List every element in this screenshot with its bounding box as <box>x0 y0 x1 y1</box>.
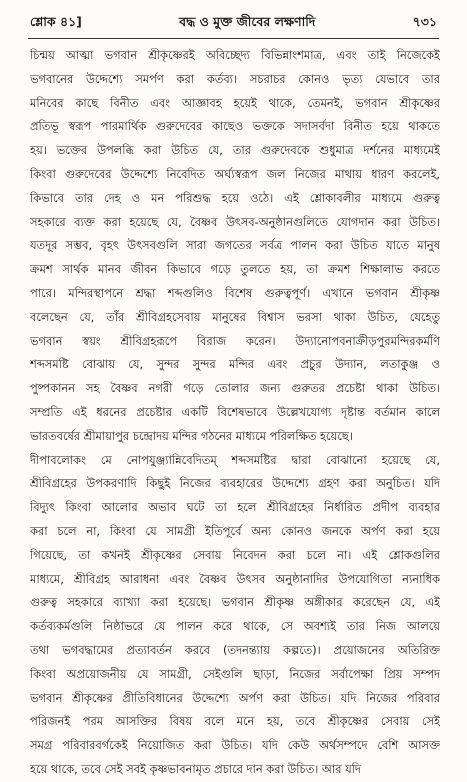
text-line: ভগবান স্বয়ং শ্রীবিগ্রহরূপে বিরাজ করেন। উদ্যানোপবনাক্রীড়পুরমন্দিরকর্মণি <box>30 333 440 348</box>
verse-reference: শ্লোক ৪১] <box>30 14 82 29</box>
text-line: পুষ্পকানন সহ বৈষ্ণব নগরী গড়ে তোলার জন্য গুরুতর প্রচেষ্টা থাকা উচিত। <box>30 381 440 396</box>
text-line: কিভাবে তার দেহ ও মন পরিশুদ্ধ হয়ে ওঠে। এই শ্লোকাবলীর মাধ্যমে গুরুত্ব <box>30 190 440 205</box>
text-line: বলেছেন যে, তাঁর শ্রীবিগ্রহসেবায় মানুষের বিশ্বাস ভরসা থাকা উচিত, যেহেতু <box>30 309 440 324</box>
header-rule <box>28 38 439 39</box>
text-line: ক্রমশ সার্থক মানব জীবন কিভাবে গড়ে তুলতে হয়, তা ক্রমশ শিক্ষালাভ করতে <box>30 262 440 277</box>
text-line: বিদ্যুৎ কিংবা আলোর অভাব ঘটে তা হলে শ্রীবিগ্রহের নির্ধারিত প্রদীপ ব্যবহার <box>30 500 440 515</box>
text-line: গিয়েছে, তা কখনই শ্রীকৃষ্ণের সেবায় নিবেদন করা চলে না। এই শ্লোকগুলির <box>30 547 440 562</box>
text-line: চিন্ময় আত্মা ভগবান শ্রীকৃষ্ণেরই অবিচ্ছেদ্য বিভিন্নাংশমাত্র, এবং তাই নিজেকেই <box>30 48 440 62</box>
text-line: শব্দসমষ্টি বোঝায় যে, সুন্দর সুন্দর মন্দির এবং প্রচুর উদ্যান, লতাকুঞ্জ ও <box>30 357 440 372</box>
text-line: করা চলে না, কিংবা যে সামগ্রী ইতিপূর্বে অন্য কোনও জনকে অর্পণ করা হয়ে <box>30 523 440 538</box>
chapter-title: বদ্ধ ও মুক্ত জীবের লক্ষণাদি <box>179 14 316 29</box>
text-line: মনিবের কাছে বিনীত এবং আজ্ঞাবহ হয়েই থাকে, তেমনই, ভগবান শ্রীকৃষ্ণের <box>30 95 440 110</box>
text-line: সম্প্রতি এই ধরনের প্রচেষ্টার একটি বিশেষভাবে উল্লেখযোগ্য দৃষ্টান্ত বর্তমান কালে <box>30 404 440 419</box>
text-line: কিংবা গুরুদেবের উদ্দেশ্যে নিবেদিত অর্ঘ্যস্বরূপ জল নিজের মাথায় ধারণ করলেই, <box>30 166 440 181</box>
text-line: যতদূর সম্ভব, বৃহৎ উৎসবগুলি সারা জগতের সর্বত্র পালন করা উচিত যাতে মানুষ <box>30 238 440 253</box>
text-line: প্রতিভূ স্বরূপ পারমার্থিক গুরুদেবের কাছেও ভক্তকে সদাসর্বদা বিনীত হয়ে থাকতে <box>30 119 440 134</box>
page-number: ৭৩১ <box>412 14 437 29</box>
text-line: গুরুত্ব সহকারে ব্যাখ্যা করা হয়েছে। ভগবান শ্রীকৃষ্ণ অঙ্গীকার করেছেন যে, এই <box>30 595 440 610</box>
text-line: তথা ভগবদ্ধামের প্রত্যাবর্তন করবে (তদনন্ত্যায় কল্পতে)। প্রয়োজনের অতিরিক্ত <box>30 642 440 657</box>
text-line: দীপাবলোকং মে নোপযুঞ্জ্যান্নিবেদিতম্ শব্দসমষ্টির দ্বারা বোঝানো হয়েছে যে, <box>30 452 440 467</box>
text-line: ভগবানের উদ্দেশ্যে সমর্পণ করা কর্তব্য। সচরাচর কোনও ভৃত্য যেভাবে তার <box>30 71 440 86</box>
text-line: কর্তব্যকর্মগুলি নিষ্ঠাভরে যে পালন করে থাকে, সে অবশ্যই তার নিজ আলয়ে <box>30 619 440 634</box>
text-line: কিংবা অপ্রয়োজনীয় যে সামগ্রী, সেইগুলি ছাড়া, নিজের সর্বাপেক্ষা প্রিয় সম্পদ <box>30 666 440 681</box>
page-header <box>30 13 437 35</box>
text-line: মাধ্যমে, শ্রীবিগ্রহ আরাধনা এবং বৈষ্ণব উৎসব অনুষ্ঠানাদির উপযোগিতা ন্যনাধিক <box>30 571 440 586</box>
text-line: সহকারে ব্যক্ত করা হয়েছে যে, বৈষ্ণব উৎসব-অনুষ্ঠানগুলিতে যোগদান করা উচিত। <box>30 214 440 229</box>
text-line: ভগবান শ্রীকৃষ্ণের প্রীতিবিধানের উদ্দেশ্যে অর্পণ করা উচিত। যদি নিজের পরিবার <box>30 690 440 705</box>
body-text <box>30 44 440 782</box>
text-line: শ্রীবিগ্রহের উপকরণাদি কিছুই নিজের ব্যবহারের উদ্দেশ্যে গ্রহণ করা অনুচিত। যদি <box>30 476 440 491</box>
text-line: হয়। ভক্তের উপলব্ধি করা উচিত যে, তার গুরুদেবকে শুধুমাত্র দর্শনের মাধ্যমেই <box>30 143 440 158</box>
text-line: সমগ্র পরিবারবর্গকেই নিয়োজিত করা উচিত। যদি কেউ অর্থসম্পদে বেশি আসক্ত <box>30 738 440 753</box>
text-line: পরিজনই পরম আসক্তির বিষয় বলে মনে হয়, তবে শ্রীকৃষ্ণের সেবায় সেই <box>30 714 440 729</box>
text-line: পারে। মন্দিরস্থাপনে শ্রদ্ধা শব্দগুলিও বিশেষ গুরুত্বপূর্ণ। এখানে ভগবান শ্রীকৃষ্ণ <box>30 285 440 300</box>
text-line: ভারতবর্ষের শ্রীমায়াপুর চন্দ্রোদয় মন্দির গঠনের মাধ্যমে পরিলক্ষিত হয়েছে। <box>30 428 353 443</box>
text-line: হয়ে থাকে, তবে সেই সবই কৃষ্ণভাবনামৃত প্রচারে দান করা উচিত। আর যদি <box>30 761 361 776</box>
